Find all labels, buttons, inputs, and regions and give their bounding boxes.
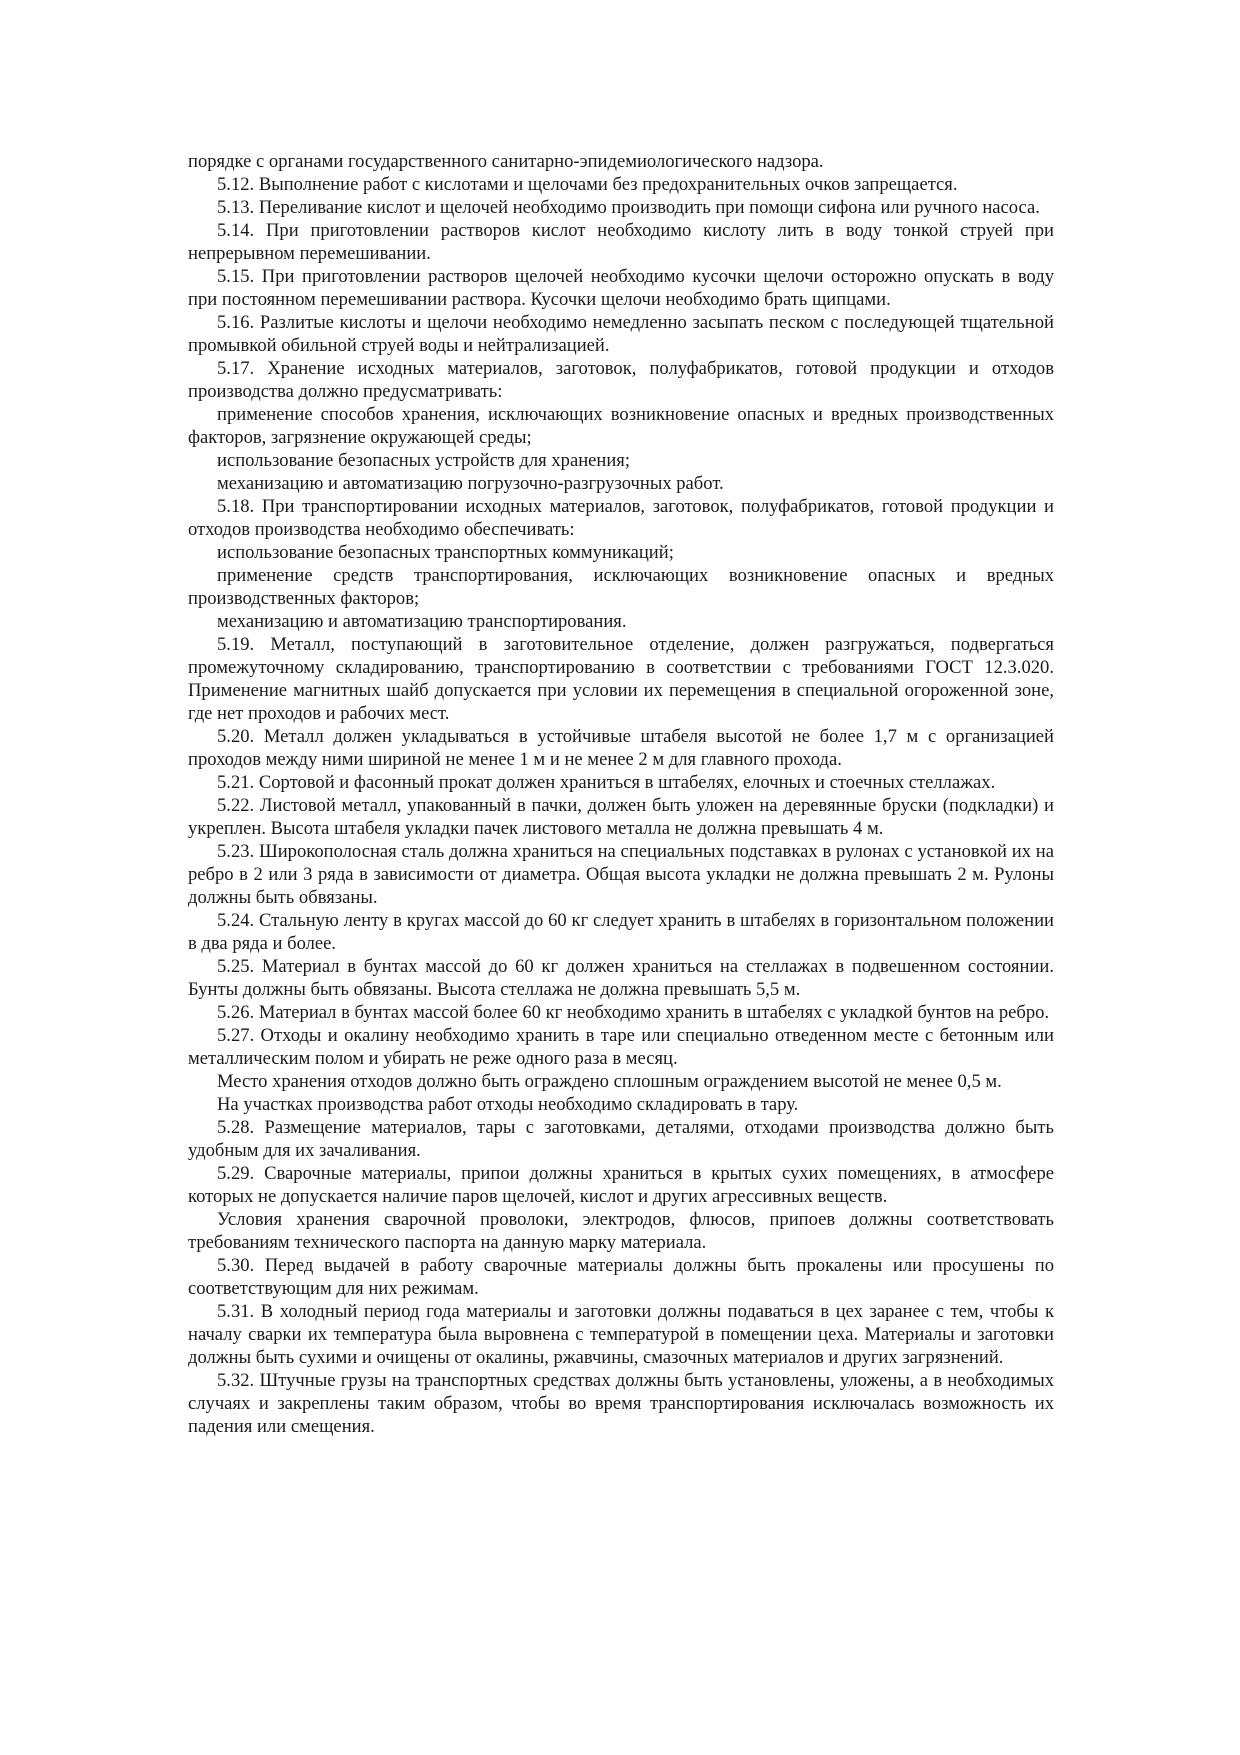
paragraph: 5.12. Выполнение работ с кислотами и щелочами без предохранительных очков запрещается. [217,174,958,195]
paragraph: Условия хранения сварочной проволоки, электродов, флюсов, припоев должны соответствовать требованиям технического паспорта на данную марку материала. [188,1209,1054,1253]
paragraph: Место хранения отходов должно быть ограждено сплошным ограждением высотой не менее 0,5 м. [217,1071,1002,1092]
paragraph: механизацию и автоматизацию погрузочно-разгрузочных работ. [217,473,724,494]
paragraph: На участках производства работ отходы необходимо складировать в тару. [217,1094,799,1115]
paragraph: 5.18. При транспортировании исходных материалов, заготовок, полуфабрикатов, готовой продукции и отходов производства необходимо обеспечивать: [188,496,1054,540]
paragraph: 5.31. В холодный период года материалы и заготовки должны подаваться в цех заранее с тем, чтобы к началу сварки их температура была выровнена с температурой в помещении цеха. Материалы и заготовки должны быть сухими и очищены от окалины, ржавчины, смазочных материалов и других загрязнений. [188,1301,1054,1368]
paragraph: 5.29. Сварочные материалы, припои должны храниться в крытых сухих помещениях, в атмосфере которых не допускается наличие паров щелочей, кислот и других агрессивных веществ. [188,1163,1054,1207]
paragraph: 5.14. При приготовлении растворов кислот необходимо кислоту лить в воду тонкой струей при непрерывном перемешивании. [188,220,1054,264]
paragraph: 5.21. Сортовой и фасонный прокат должен храниться в штабелях, елочных и стоечных стеллажах. [217,772,996,793]
paragraph: 5.16. Разлитые кислоты и щелочи необходимо немедленно засыпать песком с последующей тщательной промывкой обильной струей воды и нейтрализацией. [188,312,1054,356]
paragraph: порядке с органами государственного санитарно-эпидемиологического надзора. [188,151,824,172]
paragraph: 5.15. При приготовлении растворов щелочей необходимо кусочки щелочи осторожно опускать в воду при постоянном перемешивании раствора. Кусочки щелочи необходимо брать щипцами. [188,266,1054,310]
paragraph: 5.32. Штучные грузы на транспортных средствах должны быть установлены, уложены, а в необходимых случаях и закреплены таким образом, чтобы во время транспортирования исключалась возможность их падения или смещения. [188,1370,1054,1437]
paragraph: использование безопасных транспортных коммуникаций; [217,542,674,563]
paragraph: механизацию и автоматизацию транспортирования. [217,611,627,632]
document-body [188,150,1054,1438]
paragraph: 5.19. Металл, поступающий в заготовительное отделение, должен разгружаться, подвергаться промежуточному складированию, транспортированию в соответствии с требованиями ГОСТ 12.3.020. Применение магнитных шайб допускается при условии их перемещения в специальной огороженной зоне, где нет проходов и рабочих мест. [188,634,1054,724]
paragraph: 5.20. Металл должен укладываться в устойчивые штабеля высотой не более 1,7 м с организацией проходов между ними шириной не менее 1 м и не менее 2 м для главного прохода. [188,726,1054,770]
paragraph: 5.25. Материал в бунтах массой до 60 кг должен храниться на стеллажах в подвешенном состоянии. Бунты должны быть обвязаны. Высота стеллажа не должна превышать 5,5 м. [188,956,1054,1000]
paragraph: 5.13. Переливание кислот и щелочей необходимо производить при помощи сифона или ручного насоса. [217,197,1040,218]
paragraph: применение способов хранения, исключающих возникновение опасных и вредных производственных факторов, загрязнение окружающей среды; [188,404,1054,448]
paragraph: 5.27. Отходы и окалину необходимо хранить в таре или специально отведенном месте с бетонным или металлическим полом и убирать не реже одного раза в месяц. [188,1025,1054,1069]
paragraph: 5.30. Перед выдачей в работу сварочные материалы должны быть прокалены или просушены по соответствующим для них режимам. [188,1255,1054,1299]
paragraph: 5.17. Хранение исходных материалов, заготовок, полуфабрикатов, готовой продукции и отходов производства должно предусматривать: [188,358,1054,402]
paragraph: 5.24. Стальную ленту в кругах массой до 60 кг следует хранить в штабелях в горизонтальном положении в два ряда и более. [188,910,1054,954]
paragraph: 5.26. Материал в бунтах массой более 60 кг необходимо хранить в штабелях с укладкой бунтов на ребро. [217,1002,1050,1023]
paragraph: использование безопасных устройств для хранения; [217,450,631,471]
paragraph: 5.28. Размещение материалов, тары с заготовками, деталями, отходами производства должно быть удобным для их зачаливания. [188,1117,1054,1161]
paragraph: 5.22. Листовой металл, упакованный в пачки, должен быть уложен на деревянные бруски (подкладки) и укреплен. Высота штабеля укладки пачек листового металла не должна превышать 4 м. [188,795,1054,839]
paragraph: применение средств транспортирования, исключающих возникновение опасных и вредных производственных факторов; [188,565,1054,609]
paragraph: 5.23. Широкополосная сталь должна храниться на специальных подставках в рулонах с установкой их на ребро в 2 или 3 ряда в зависимости от диаметра. Общая высота укладки не должна превышать 2 м. Рулоны должны быть обвязаны. [188,841,1054,908]
